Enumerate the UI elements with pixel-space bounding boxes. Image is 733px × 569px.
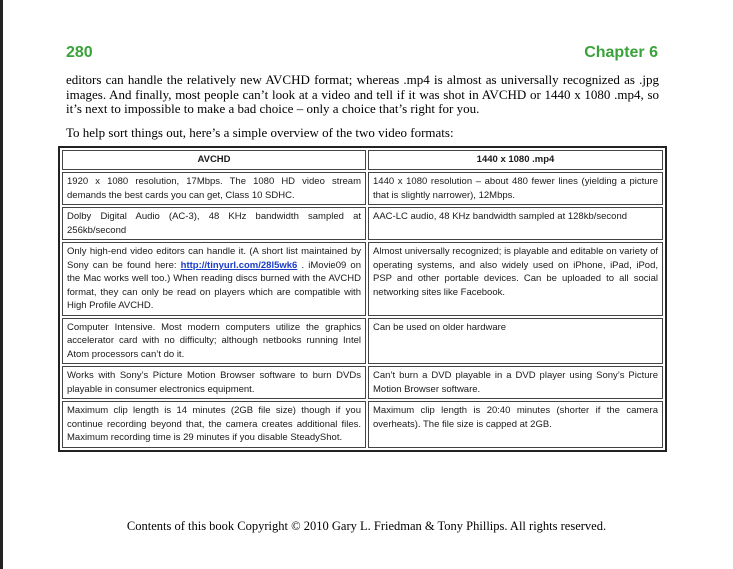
avchd-editors-text-end: . iMovie09 on the Mac works well too.) When reading discs burned with the AVCHD format, they can only be read on players which are compatible with High Profile AVCHD. (67, 259, 361, 311)
intro-line: To help sort things out, here’s a simple overview of the two video formats: (66, 125, 454, 140)
cell-avchd-editors (62, 242, 366, 316)
sony-list-link[interactable]: http://tinyurl.com/28l5wk6 (180, 259, 298, 271)
cell-mp4-hardware: Can be used on older hardware (368, 318, 663, 365)
table-row (62, 207, 663, 240)
header-avchd: AVCHD (62, 150, 366, 170)
page-left-border (0, 0, 3, 569)
cell-avchd-hardware: Computer Intensive. Most modern computers utilize the graphics accelerator card with no difficulty; although netbooks running Intel Atom processors can’t do it. (62, 318, 366, 365)
page-number: 280 (66, 44, 93, 61)
table-row (62, 242, 663, 316)
header-mp4: 1440 x 1080 .mp4 (368, 150, 663, 170)
intro-paragraph: editors can handle the relatively new AVCHD format; whereas .mp4 is almost as universally recognized as .jpg images. And finally, most people can’t look at a video and tell if it was shot in AVCHD or 1440 x 1080 .mp4, so it’s next to impossible to make a bad choice – only a choice that’s right for you. (66, 72, 659, 116)
cell-mp4-resolution: 1440 x 1080 resolution – about 480 fewer lines (yielding a picture that is slightly narrower), 12Mbps. (368, 172, 663, 205)
cell-mp4-audio: AAC-LC audio, 48 KHz bandwidth sampled at 128kb/second (368, 207, 663, 240)
page-header (66, 44, 658, 66)
cell-mp4-dvd: Can’t burn a DVD playable in a DVD player using Sony’s Picture Motion Browser software. (368, 366, 663, 399)
table-row (62, 318, 663, 365)
format-comparison-table (58, 146, 667, 452)
cell-avchd-audio: Dolby Digital Audio (AC-3), 48 KHz bandwidth sampled at 256kb/second (62, 207, 366, 240)
table-row (62, 401, 663, 448)
cell-avchd-clip-length: Maximum clip length is 14 minutes (2GB file size) though if you continue recording beyond that, the camera creates additional files. Maximum recording time is 29 minutes if you disable SteadyShot. (62, 401, 366, 448)
table-row (62, 366, 663, 399)
cell-mp4-clip-length: Maximum clip length is 20:40 minutes (shorter if the camera overheats). The file size is capped at 2GB. (368, 401, 663, 448)
chapter-title: Chapter 6 (584, 44, 658, 61)
cell-avchd-resolution: 1920 x 1080 resolution, 17Mbps. The 1080 HD video stream demands the best cards you can get, Class 10 SDHC. (62, 172, 366, 205)
table-header-row (62, 150, 663, 170)
copyright-footer: Contents of this book Copyright © 2010 Gary L. Friedman & Tony Phillips. All rights reserved. (126, 519, 607, 533)
cell-mp4-compatibility: Almost universally recognized; is playable and editable on variety of operating systems, and also widely used on iPhone, iPad, iPod, PSP and other portable devices. Can be uploaded to all social networking sites like Facebook. (368, 242, 663, 316)
avchd-editors-text-start: Only high-end video editors can handle it. (A short list maintained by Sony can be found here: (67, 246, 361, 271)
cell-avchd-dvd: Works with Sony’s Picture Motion Browser software to burn DVDs playable in consumer electronics equipment. (62, 366, 366, 399)
table-row (62, 172, 663, 205)
